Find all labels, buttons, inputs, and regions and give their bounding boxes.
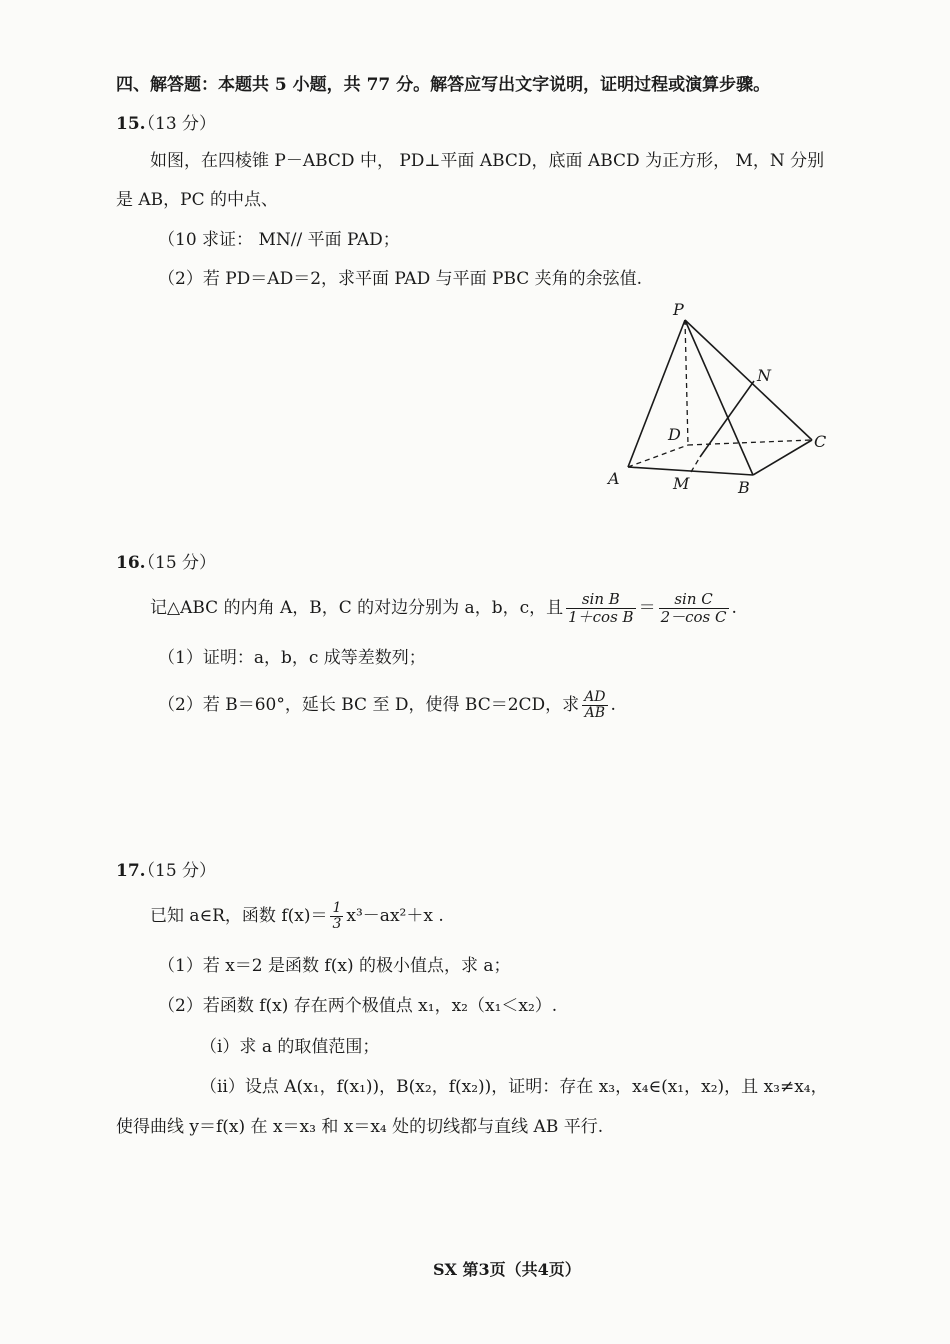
- q16-frac2-den: 2－cos C: [660, 608, 727, 626]
- edge-AD: [628, 445, 688, 467]
- q15-stem-line2: 是 AB，PC 的中点、: [116, 190, 279, 210]
- label-A: A: [608, 469, 620, 488]
- q17-part2: （2）若函数 f(x) 存在两个极值点 x₁，x₂（x₁＜x₂）.: [158, 996, 558, 1016]
- q17-frac-den: 3: [332, 916, 342, 932]
- edge-BC: [753, 440, 812, 475]
- q17-stem-prefix: 已知 a∈R，函数 f(x)＝: [150, 906, 328, 926]
- q16-part2-suffix: .: [610, 695, 616, 715]
- edge-PD: [685, 320, 688, 445]
- segment-MN-hidden: [691, 457, 700, 472]
- segment-MN: [700, 381, 754, 457]
- q16-frac3-den: AB: [584, 705, 606, 721]
- edge-AB: [628, 467, 753, 475]
- q16-frac3-num: AD: [584, 689, 606, 705]
- q16-points: （15 分）: [138, 553, 217, 573]
- label-B: B: [738, 478, 750, 497]
- edge-DC: [688, 440, 812, 445]
- q17-frac-num: 1: [332, 900, 342, 916]
- q17-stem: [150, 896, 444, 936]
- q16-part2: [158, 685, 616, 725]
- page-footer: SX 第3页（共4页）: [433, 1260, 581, 1279]
- q16-stem-suffix: .: [731, 598, 737, 618]
- q16-equals: ＝: [638, 598, 656, 618]
- q16-part2-prefix: （2）若 B＝60°，延长 BC 至 D，使得 BC＝2CD，求: [158, 695, 580, 715]
- section-header: 四、解答题：本题共 5 小题，共 77 分。解答应写出文字说明，证明过程或演算步骤。: [116, 75, 771, 95]
- q15-part1: （10 求证： MN// 平面 PAD；: [158, 230, 400, 250]
- q16-stem: [150, 588, 737, 628]
- edge-PC: [685, 320, 812, 440]
- label-P: P: [673, 300, 684, 319]
- q17-part2-ii-cont: 使得曲线 y＝f(x) 在 x＝x₃ 和 x＝x₄ 处的切线都与直线 AB 平行.: [116, 1117, 604, 1137]
- q17-part1: （1）若 x＝2 是函数 f(x) 的极小值点，求 a；: [158, 956, 511, 976]
- q17-stem-suffix: x³－ax²＋x .: [346, 906, 444, 926]
- q17-frac-one-third: [330, 901, 343, 932]
- q15-number: 15.: [116, 114, 146, 134]
- q15-part2: （2）若 PD＝AD＝2，求平面 PAD 与平面 PBC 夹角的余弦值.: [158, 269, 643, 289]
- label-N: N: [757, 366, 771, 385]
- q16-frac1-den: 1＋cos B: [568, 608, 634, 626]
- label-C: C: [814, 432, 827, 451]
- q17-part2-i: （ⅰ）求 a 的取值范围；: [200, 1037, 380, 1057]
- q15-points: （13 分）: [138, 114, 217, 134]
- q16-frac-sinB: [566, 591, 635, 626]
- q16-number: 16.: [116, 553, 146, 573]
- label-D: D: [668, 425, 681, 444]
- q16-frac-AD-AB: [582, 690, 607, 721]
- q17-part2-ii: （ⅱ）设点 A(x₁，f(x₁))，B(x₂，f(x₂))，证明：存在 x₃，x₄∈(x₁，x₂)，且 x₃≠x₄，: [200, 1077, 828, 1097]
- q16-frac2-num: sin C: [659, 591, 729, 609]
- q15-stem-line1: 如图，在四棱锥 P－ABCD 中， PD⊥平面 ABCD，底面 ABCD 为正方形， M，N 分别: [150, 151, 825, 171]
- q16-frac-sinC: [659, 591, 729, 626]
- q16-frac1-num: sin B: [566, 591, 635, 609]
- q16-part1: （1）证明：a，b，c 成等差数列；: [158, 648, 426, 668]
- edge-PA: [628, 320, 685, 467]
- label-M: M: [673, 474, 690, 493]
- q16-stem-prefix: 记△ABC 的内角 A，B，C 的对边分别为 a，b，c，且: [150, 598, 564, 618]
- q17-points: （15 分）: [138, 861, 217, 881]
- q17-number: 17.: [116, 861, 146, 881]
- pyramid-figure: [600, 295, 850, 510]
